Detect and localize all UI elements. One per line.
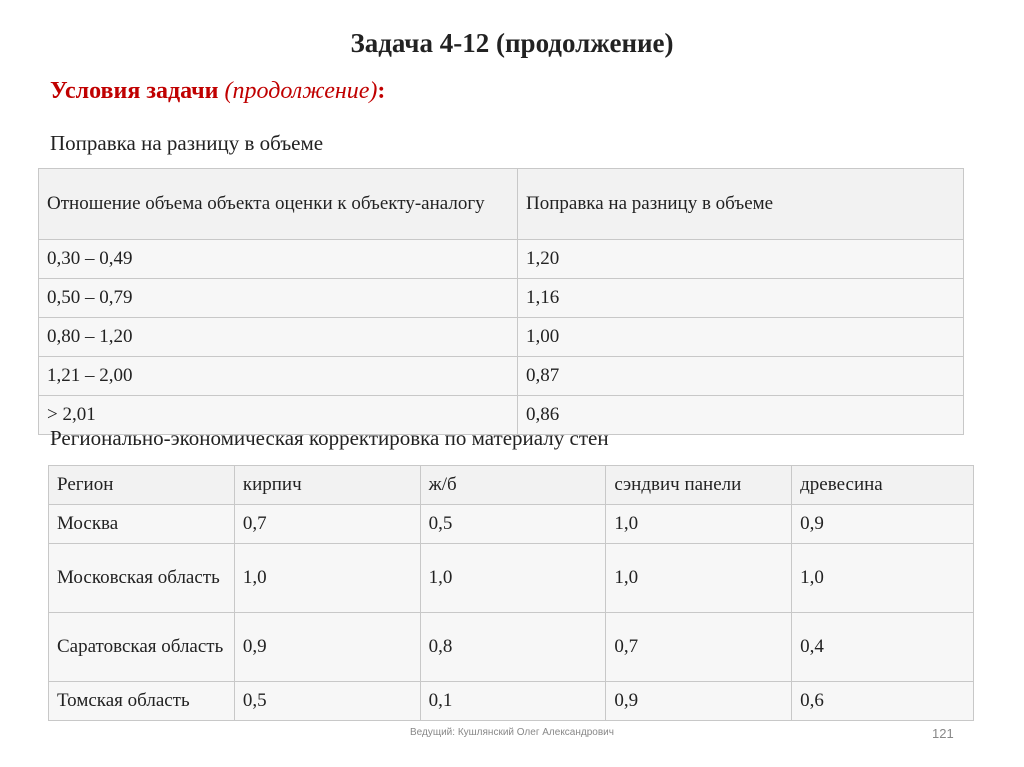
cell-region: Томская область [49, 682, 235, 721]
cell-ratio: 0,80 – 1,20 [39, 318, 518, 357]
cell-sandwich: 1,0 [606, 505, 792, 544]
cell-sandwich: 1,0 [606, 544, 792, 613]
cell-correction: 1,20 [518, 240, 964, 279]
regional-correction-label: Регионально-экономическая корректировка по материалу стен [50, 426, 609, 450]
cell-brick: 0,9 [234, 613, 420, 682]
slide-title: Задача 4-12 (продолжение) [350, 28, 674, 58]
cell-sandwich: 0,9 [606, 682, 792, 721]
cell-concrete: 0,8 [420, 613, 606, 682]
cell-correction: 1,00 [518, 318, 964, 357]
cell-ratio: > 2,01 [39, 396, 518, 435]
page-number: 121 [932, 726, 954, 741]
cell-sandwich: 0,7 [606, 613, 792, 682]
table-header-row [39, 169, 964, 240]
table-header-row [49, 466, 974, 505]
volume-correction-table [38, 168, 964, 435]
table-row [49, 682, 974, 721]
header-sandwich: сэндвич панели [606, 466, 792, 505]
cell-wood: 1,0 [792, 544, 974, 613]
header-volume-correction: Поправка на разницу в объеме [518, 169, 964, 240]
cell-region: Саратовская область [49, 613, 235, 682]
cell-brick: 0,5 [234, 682, 420, 721]
presenter-footer: Ведущий: Кушлянский Олег Александрович [410, 727, 614, 738]
cell-wood: 0,4 [792, 613, 974, 682]
cell-brick: 0,7 [234, 505, 420, 544]
table-row [39, 357, 964, 396]
cell-correction: 1,16 [518, 279, 964, 318]
conditions-heading-bold: Условия задачи [50, 78, 219, 104]
cell-concrete: 0,1 [420, 682, 606, 721]
header-concrete: ж/б [420, 466, 606, 505]
table-row [49, 505, 974, 544]
cell-region: Московская область [49, 544, 235, 613]
header-brick: кирпич [234, 466, 420, 505]
conditions-heading-suffix: : [377, 78, 386, 104]
cell-brick: 1,0 [234, 544, 420, 613]
cell-wood: 0,9 [792, 505, 974, 544]
cell-ratio: 1,21 – 2,00 [39, 357, 518, 396]
table-row [39, 279, 964, 318]
conditions-heading [50, 78, 385, 105]
table-row [39, 240, 964, 279]
table-row [49, 613, 974, 682]
cell-ratio: 0,50 – 0,79 [39, 279, 518, 318]
table-row [49, 544, 974, 613]
header-wood: древесина [792, 466, 974, 505]
cell-correction: 0,86 [518, 396, 964, 435]
table-row [39, 318, 964, 357]
cell-concrete: 0,5 [420, 505, 606, 544]
conditions-heading-italic: (продолжение) [224, 78, 378, 104]
cell-concrete: 1,0 [420, 544, 606, 613]
volume-correction-label: Поправка на разницу в объеме [50, 131, 324, 155]
cell-region: Москва [49, 505, 235, 544]
cell-correction: 0,87 [518, 357, 964, 396]
regional-correction-table [48, 465, 974, 721]
cell-ratio: 0,30 – 0,49 [39, 240, 518, 279]
header-region: Регион [49, 466, 235, 505]
cell-wood: 0,6 [792, 682, 974, 721]
header-volume-ratio: Отношение объема объекта оценки к объекту-аналогу [39, 169, 518, 240]
